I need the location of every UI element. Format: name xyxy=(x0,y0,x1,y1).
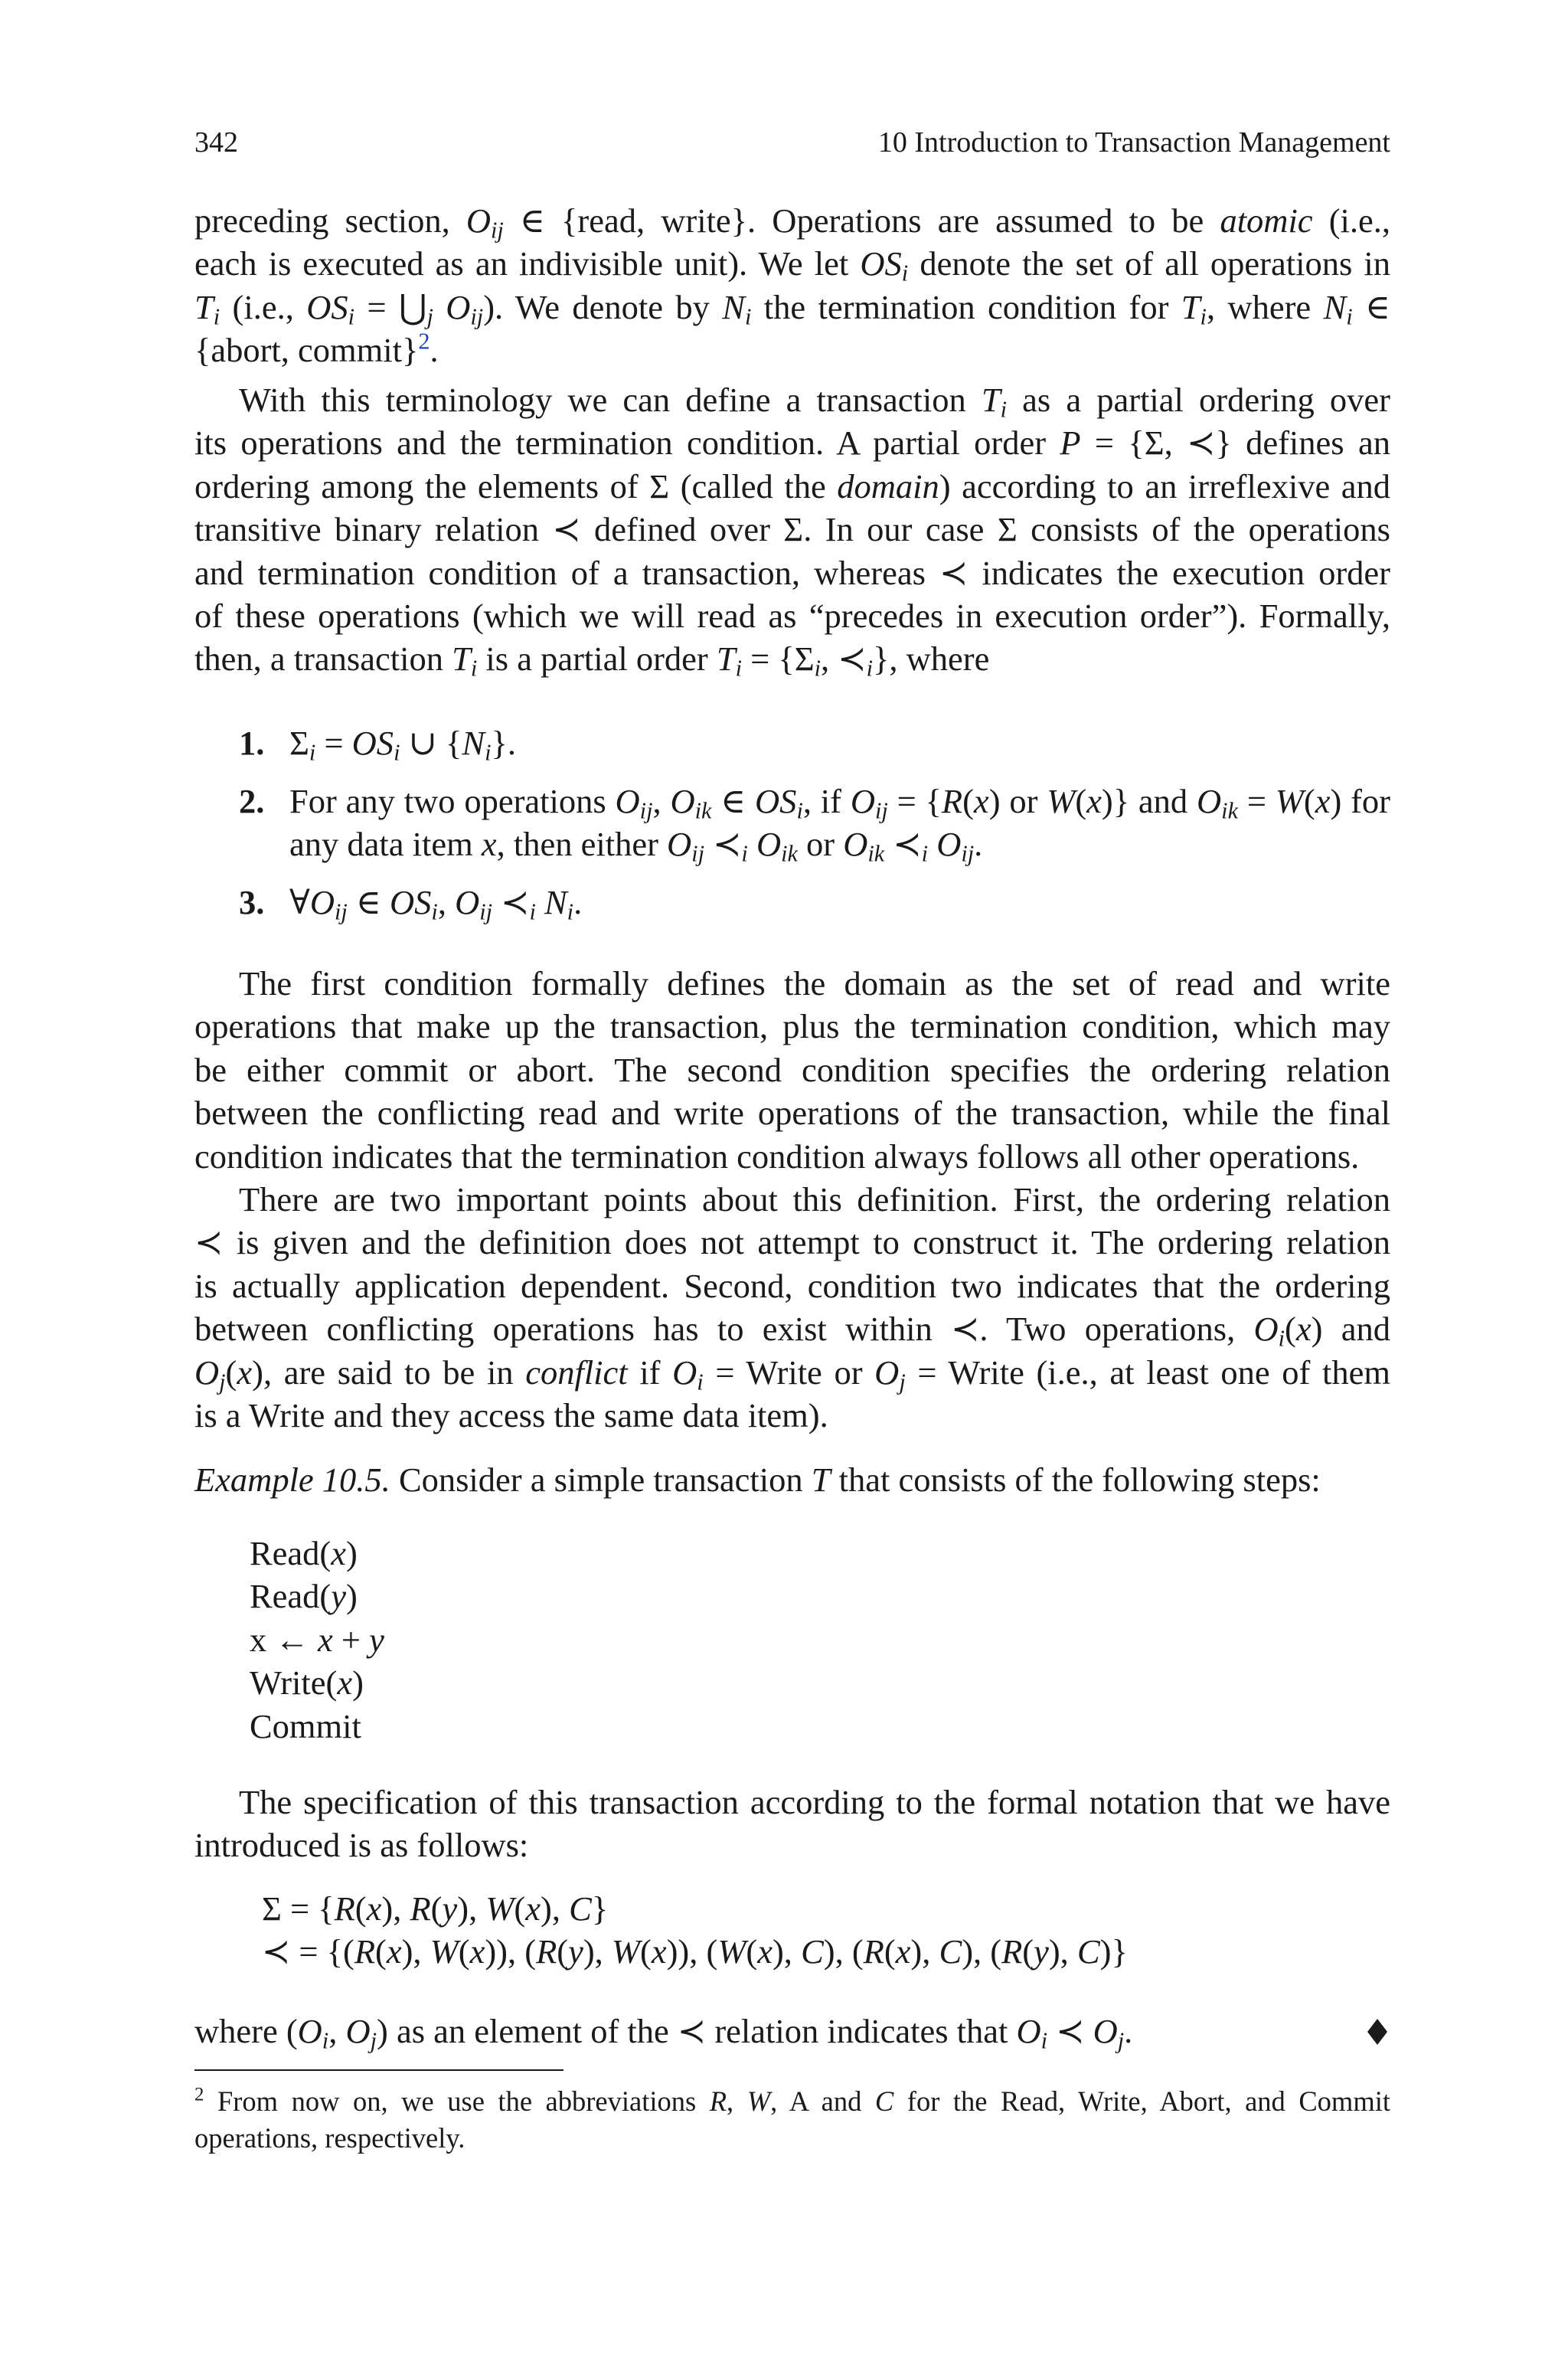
paragraph-2-line-3: ordering among the elements of Σ (called the domain) according to an irreflexive and xyxy=(194,466,1391,505)
condition-number: 3. xyxy=(239,883,265,921)
diamond-icon xyxy=(1367,2019,1387,2045)
example-intro: Consider a simple transaction T that consists of the following steps: xyxy=(398,1460,1321,1499)
paragraph-2-line-4: transitive binary relation ≺ defined over Σ. In our case Σ consists of the operations xyxy=(194,510,1390,549)
step: Read(x) xyxy=(250,1534,358,1572)
paragraph-3-line-3: be either commit or abort. The second condition specifies the ordering relation xyxy=(194,1050,1390,1089)
paragraph-3-line-1: The first condition formally defines the domain as the set of read and write xyxy=(239,964,1390,1003)
footnote-ref: 2 xyxy=(418,328,430,355)
page-number: 342 xyxy=(194,126,238,159)
running-header xyxy=(194,121,1390,164)
paragraph-4-line-6: is a Write and they access the same data item). xyxy=(194,1396,828,1435)
paragraph-5-line-1: The specification of this transaction according to the formal notation that we have xyxy=(239,1783,1390,1821)
paragraph-5-line-2: introduced is as follows: xyxy=(194,1826,529,1865)
condition-text: For any two operations $O_{ij}$, $O_{ik}$ ∈ $OS_i$, if $O_{ij} = \{R(x)$ or W(x)} and $O_{ik} = W(x)$ for any data item x, then either $O_{ij}$ $≺_i$ $O_{ik}$ or $O_{ik}$ $≺_i$ $O_{ij}$. xyxy=(289,782,1390,867)
paragraph-1 xyxy=(194,199,1390,372)
step: Write(x) xyxy=(250,1663,364,1703)
paragraph-4 xyxy=(194,1178,1390,1437)
paragraph-2-line-7: then, a transaction $T_i$ is a partial order $T_i = \{\Sigma_i$, $≺_i$}, where xyxy=(194,639,990,682)
footnote-line-2: operations, respectively. xyxy=(194,2122,466,2154)
paragraph-4-line-5: $O_j(x)$, are said to be in conflict if $O_i$ = Write or $O_j$ = Write (i.e., at least one of them xyxy=(194,1353,1390,1395)
footnote-rule xyxy=(194,2069,564,2071)
paragraph-4-line-1: There are two important points about this definition. First, the ordering relation xyxy=(239,1180,1390,1218)
condition-text: $\forall O_{ij}$ ∈ $OS_i$, $O_{ij}$ $≺_i$ $N_i$. xyxy=(289,883,583,925)
step: Read(y) xyxy=(250,1577,358,1616)
paragraph-5 xyxy=(194,1781,1390,1867)
step: x ← x + y xyxy=(250,1620,384,1659)
paragraph-3-line-2: operations that make up the transaction, plus the termination condition, which may xyxy=(194,1007,1390,1046)
formal-order: ≺ = {(R(x), W(x)), (R(y), W(x)), (W(x), C), (R(x), C), (R(y), C)} xyxy=(262,1932,1128,1971)
paragraph-4-line-2: ≺ is given and the definition does not attempt to construct it. The ordering relation xyxy=(194,1223,1390,1262)
paragraph-2-line-6: of these operations (which we will read as “precedes in execution order”). Formally, xyxy=(194,597,1390,636)
paragraph-2-line-2: its operations and the termination condition. A partial order P = {Σ, ≺} defines an xyxy=(194,424,1390,463)
paragraph-3-line-4: between the conflicting read and write operations of the transaction, while the final xyxy=(194,1094,1390,1133)
condition-number: 1. xyxy=(239,724,265,762)
condition-number: 2. xyxy=(239,782,265,820)
paragraph-3-line-5: condition indicates that the termination condition always follows all other operations. xyxy=(194,1137,1360,1176)
paragraph-4-line-3: is actually application dependent. Second, condition two indicates that the ordering xyxy=(194,1266,1390,1305)
paragraph-2 xyxy=(194,378,1390,681)
condition-text: $\Sigma_i = OS_i$ ∪ $\{N_i\}$. xyxy=(289,724,516,766)
paragraph-2-line-5: and termination condition of a transaction, whereas ≺ indicates the execution order xyxy=(194,553,1390,592)
footnote-marker: 2 xyxy=(194,2084,204,2105)
formal-domain: Σ = {R(x), R(y), W(x), C} xyxy=(262,1889,609,1928)
paragraph-3 xyxy=(194,962,1390,1178)
step: Commit xyxy=(250,1706,361,1745)
closing-sentence: where ($O_i$, $O_j$) as an element of the ≺ relation indicates that $O_i$ ≺ $O_j$. xyxy=(194,2012,1133,2054)
footnote-line-1: From now on, we use the abbreviations R, W, A and C for the Read, Write, Abort, and Commit xyxy=(217,2085,1390,2117)
paragraph-1-line-2: each is executed as an indivisible unit). We let $OS_i$ denote the set of all operations in xyxy=(194,244,1390,286)
transaction-steps xyxy=(250,1532,384,1748)
paragraph-1-line-4: {abort, commit}$^2$. xyxy=(194,328,439,370)
example-heading xyxy=(194,1458,1390,1501)
formal-specification xyxy=(262,1887,1128,1974)
running-title: 10 Introduction to Transaction Management xyxy=(877,126,1390,159)
paragraph-1-line-3: $T_i$ (i.e., $OS_i$ = $⋃_j$ $O_{ij}$). We denote by $N_i$ the termination condition for $T_i$, where $N_i$ ∈ xyxy=(194,287,1391,330)
paragraph-4-line-4: between conflicting operations has to exist within ≺. Two operations, $O_i(x)$ and xyxy=(194,1310,1390,1352)
example-label: Example 10.5. xyxy=(194,1460,390,1499)
paragraph-1-line-1: preceding section, $O_{ij}$ ∈ {read, write}. Operations are assumed to be atomic (i.e., xyxy=(194,201,1391,244)
footnote xyxy=(194,2083,1390,2157)
paragraph-2-line-1: With this terminology we can define a transaction $T_i$ as a partial ordering over xyxy=(239,381,1390,423)
